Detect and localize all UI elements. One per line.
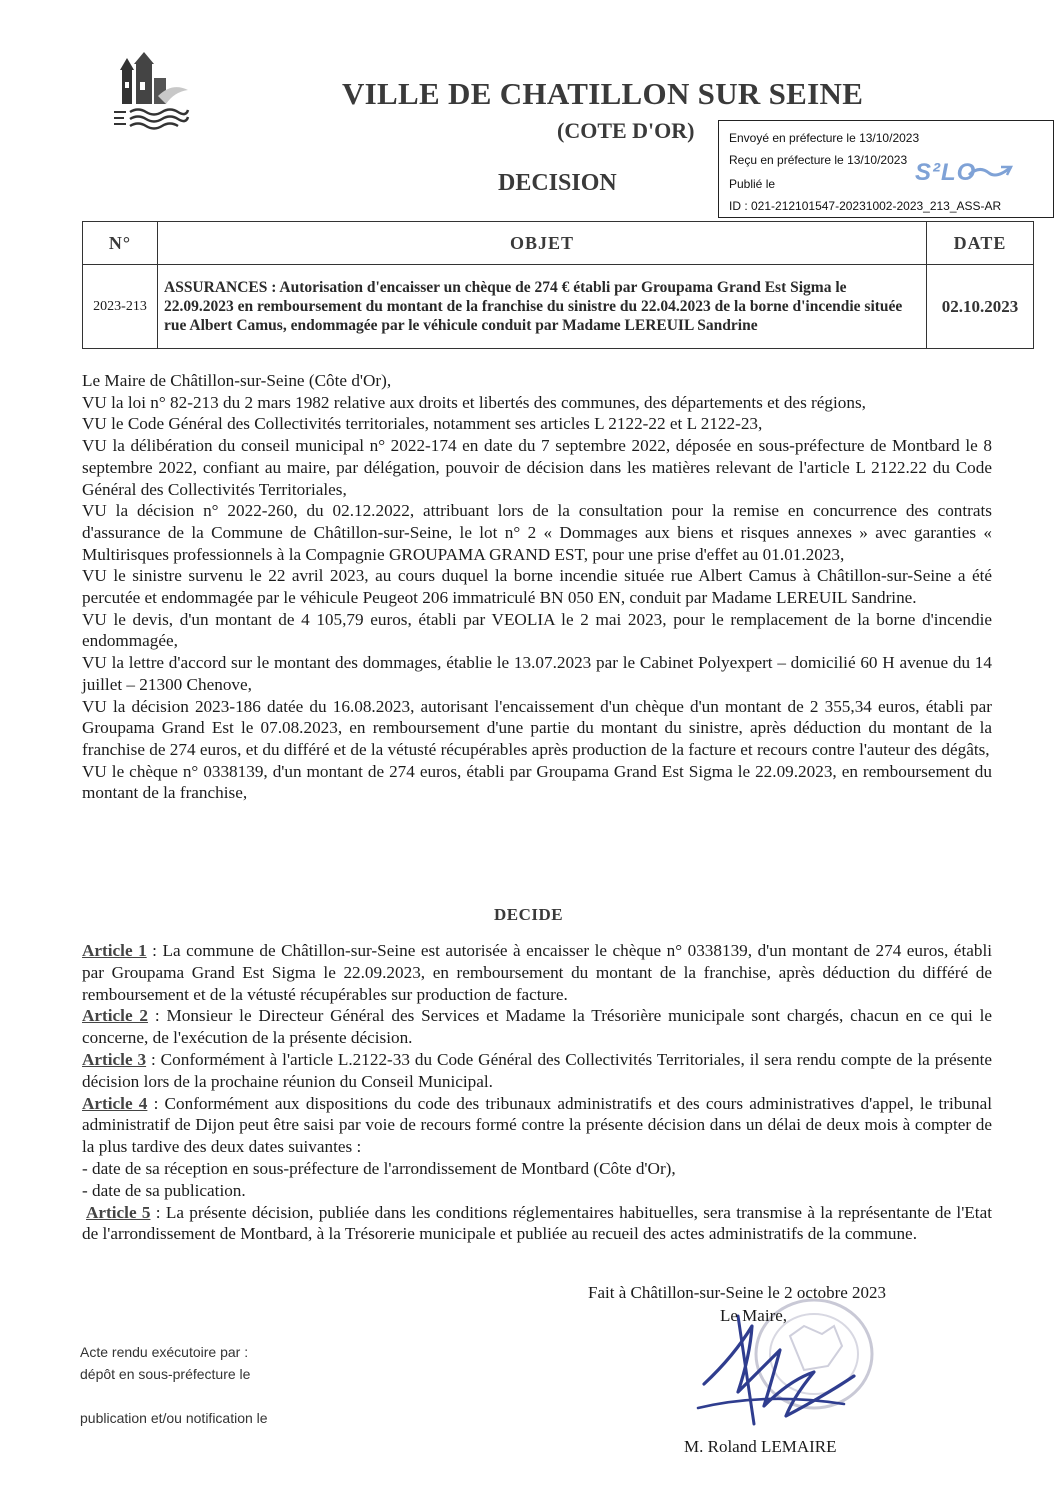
considerant: VU la délibération du conseil municipal n° 2022-174 en date du 7 septembre 2022, déposée en sous-préfecture de Montbard le 8 septembre 2022, confiant au maire, par délégation, pouvoir de décision dans les matières relevant de l'article L 2122.22 du Code Général des Collectivités Territoriales, [82,436,992,499]
stamp-id: ID : 021-212101547-20231002-2023_213_ASS-AR [729,199,1002,213]
slo-logo-text: S²LO [915,159,977,186]
article-2 [82,1005,992,1049]
prefecture-stamp [718,120,1054,218]
article-1 [82,940,992,1005]
considerant: VU le Code Général des Collectivités territoriales, notamment ses articles L 2122-22 et L 2122-23, [82,414,763,434]
footer-executoire: Acte rendu exécutoire par : [80,1344,249,1360]
considerant: VU le devis, d'un montant de 4 105,79 euros, établi par VEOLIA le 2 mai 2023, pour le remplacement de la borne d'incendie endommagée, [82,609,992,651]
article-label: Article 5 [86,1202,151,1222]
considerant: VU le chèque n° 0338139, d'un montant de 274 euros, établi par Groupama Grand Est Sigma le 22.09.2023, en remboursement du montant de la franchise, [82,761,992,803]
article-label: Article 2 [82,1006,149,1026]
considerant: VU la décision 2023-186 datée du 16.08.2023, autorisant l'encaissement d'un chèque d'un montant de 2 355,34 euros, établi par Groupama Grand Est le 07.08.2023, en remboursement d'une partie du montant du sinistre, après déduction du montant de la franchise de 274 euros, et du différé et de la vétusté récupérables après production de la facture et recours contre l'auteur des dégâts, [82,696,992,759]
article-4 [82,1093,992,1158]
article-text: : Conformément à l'article L.2122-33 du Code Général des Collectivités Territoriales, il sera rendu compte de la présente décision lors de la prochaine réunion du Conseil Municipal. [82,1049,992,1091]
header-objet: OBJET [158,222,927,265]
decide-heading: DECIDE [494,905,564,924]
article-5 [82,1202,992,1246]
article-4-item: - date de sa réception en sous-préfecture de l'arrondissement de Montbard (Côte d'Or), [82,1158,676,1178]
stamp-published: Publié le [729,177,776,191]
considerant: VU le sinistre survenu le 22 avril 2023, au cours duquel la borne incendie située rue Albert Camus à Châtillon-sur-Seine a été percutée et endommagée par le véhicule Peugeot 206 immatriculé BN 050 EN, conduit par Madame LEREUIL Sandrine. [82,566,992,608]
document-type-title: DECISION [498,170,617,196]
article-4-item: - date de sa publication. [82,1180,246,1200]
signature-place-date: Fait à Châtillon-sur-Seine le 2 octobre 2023 [588,1283,887,1302]
header-date: DATE [927,222,1034,265]
stamp-sent: Envoyé en préfecture le 13/10/2023 [729,131,920,145]
article-label: Article 4 [82,1093,148,1113]
article-label: Article 1 [82,941,147,960]
decision-number: 2023-213 [83,265,158,349]
slo-logo-icon [915,159,976,187]
decision-header-table [82,221,1034,349]
stamp-received: Reçu en préfecture le 13/10/2023 [729,153,908,167]
article-text: : Conformément aux dispositions du code des tribunaux administratifs et des cours administratives d'appel, le tribunal administratif de Dijon peut être saisi par voie de recours formé contre la présente décision dans un délai de deux mois à compter de la plus tardive des deux dates suivantes : [82,1093,992,1157]
considerant: VU la décision n° 2022-260, du 02.12.2022, attribuant lors de la consultation pour la remise en concurrence des contrats d'assurance de la Commune de Châtillon-sur-Seine, le lot n° 2 « Dommages aux biens et risques annexes » avec garanties « Multirisques professionnels à la Compagnie GROUPAMA GRAND EST, pour une prise d'effet au 01.01.2023, [82,501,992,564]
footer-depot: dépôt en sous-préfecture le [80,1366,251,1382]
city-title: VILLE DE CHATILLON SUR SEINE [342,76,864,111]
article-label: Article 3 [82,1049,147,1069]
considerant: VU la loi n° 82-213 du 2 mars 1982 relative aux droits et libertés des communes, des départements et des régions, [82,392,866,412]
header-num: N° [83,222,158,265]
department-subtitle: (COTE D'OR) [557,118,695,143]
signatory-name: M. Roland LEMAIRE [684,1437,837,1456]
article-text: : Monsieur le Directeur Général des Services et Madame la Trésorière municipale sont chargés, chacun en ce qui le concerne, de l'exécution de la présente décision. [82,1006,992,1048]
article-text: : La commune de Châtillon-sur-Seine est autorisée à encaisser le chèque n° 0338139, d'un montant de 274 euros, établi par Groupama Grand Est Sigma le 22.09.2023, en remboursement du montant de la franchise, après déduction du différé de remboursement et de la vétusté récupérables sur production de facture. [82,941,992,1004]
footer-publication: publication et/ou notification le [80,1410,268,1426]
signature-title: Le Maire, [720,1306,788,1325]
decision-date: 02.10.2023 [927,265,1034,349]
article-3 [82,1049,992,1093]
decision-object: ASSURANCES : Autorisation d'encaisser un chèque de 274 € établi par Groupama Grand Est Sigma le 22.09.2023 en remboursement du montant de la franchise du sinistre du 22.04.2023 de la borne d'incendie située rue Albert Camus, endommagée par le véhicule conduit par Madame LEREUIL Sandrine [158,265,927,349]
considerant: VU la lettre d'accord sur le montant des dommages, établie le 13.07.2023 par le Cabinet Polyexpert – domicilié 60 H avenue du 14 juillet – 21300 Chenove, [82,653,992,694]
considerants-block [82,370,992,804]
city-logo-icon [108,52,192,136]
articles-block [82,940,992,1245]
considerant: Le Maire de Châtillon-sur-Seine (Côte d'Or), [82,371,392,390]
article-text: : La présente décision, publiée dans les conditions réglementaires habituelles, sera transmise à la représentante de l'Etat de l'arrondissement de Montbard, à la Trésorerie municipale et publiée au recueil des actes administratifs de la commune. [82,1202,992,1244]
